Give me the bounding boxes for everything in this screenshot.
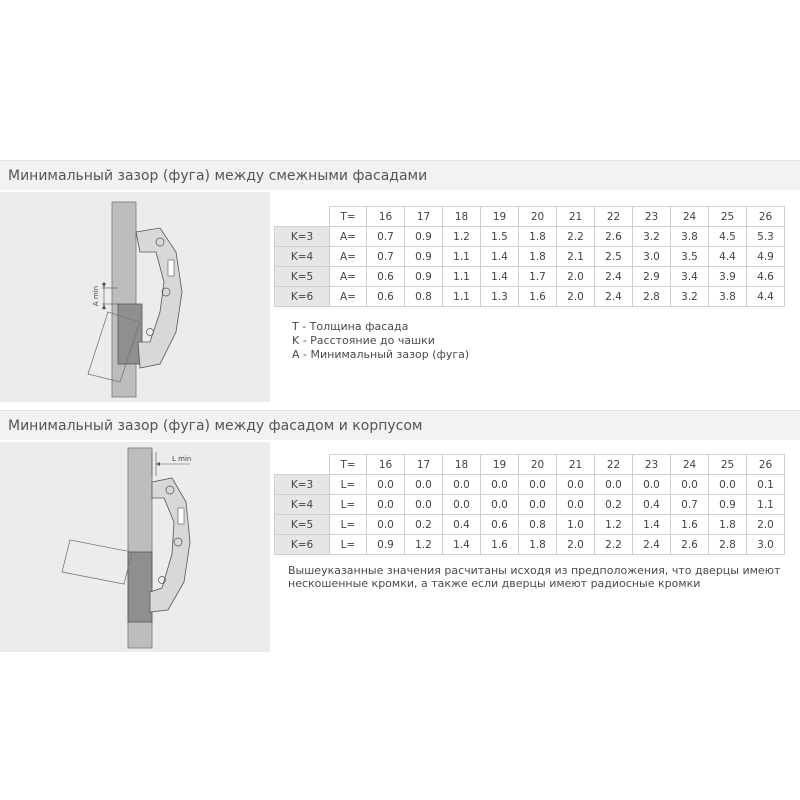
- k-label-cell: K=3: [275, 475, 330, 495]
- legend: [292, 320, 469, 362]
- value-cell: 2.9: [633, 267, 671, 287]
- value-cell: 1.4: [443, 535, 481, 555]
- value-cell: 0.9: [709, 495, 747, 515]
- k-label-cell: K=5: [275, 515, 330, 535]
- table-row: [275, 535, 785, 555]
- value-cell: 0.0: [671, 475, 709, 495]
- value-cell: 0.7: [671, 495, 709, 515]
- thickness-header-cell: 21: [557, 207, 595, 227]
- variable-label-cell: A=: [330, 227, 367, 247]
- hinge-illustration: [0, 192, 270, 402]
- value-cell: 3.8: [671, 227, 709, 247]
- k-label-cell: K=4: [275, 247, 330, 267]
- variable-label-cell: L=: [330, 475, 367, 495]
- thickness-header-cell: 20: [519, 455, 557, 475]
- value-cell: 0.0: [519, 495, 557, 515]
- value-cell: 1.6: [481, 535, 519, 555]
- thickness-header-cell: 17: [405, 455, 443, 475]
- value-cell: 1.1: [747, 495, 785, 515]
- section-body: [0, 192, 800, 402]
- value-cell: 4.5: [709, 227, 747, 247]
- value-cell: 0.0: [633, 475, 671, 495]
- variable-label-cell: A=: [330, 267, 367, 287]
- note-line: Вышеуказанные значения расчитаны исходя из предположения, что дверцы имеют: [288, 564, 781, 577]
- value-cell: 1.8: [709, 515, 747, 535]
- thickness-header-cell: 22: [595, 207, 633, 227]
- value-cell: 3.4: [671, 267, 709, 287]
- thickness-header-cell: 19: [481, 207, 519, 227]
- table-panel: [270, 192, 800, 402]
- table-row: [275, 515, 785, 535]
- value-cell: 2.4: [595, 267, 633, 287]
- value-cell: 3.2: [671, 287, 709, 307]
- value-cell: 4.4: [747, 287, 785, 307]
- variable-label-cell: L=: [330, 515, 367, 535]
- value-cell: 2.6: [595, 227, 633, 247]
- k-label-cell: K=6: [275, 535, 330, 555]
- value-cell: 1.8: [519, 227, 557, 247]
- value-cell: 4.6: [747, 267, 785, 287]
- variable-label-cell: A=: [330, 287, 367, 307]
- value-cell: 2.6: [671, 535, 709, 555]
- value-cell: 2.1: [557, 247, 595, 267]
- value-cell: 2.0: [557, 535, 595, 555]
- k-label-cell: K=4: [275, 495, 330, 515]
- value-cell: 0.0: [595, 475, 633, 495]
- value-cell: 2.2: [557, 227, 595, 247]
- legend-line-a: A - Минимальный зазор (фуга): [292, 348, 470, 361]
- variable-label-cell: L=: [330, 535, 367, 555]
- k-label-cell: K=5: [275, 267, 330, 287]
- thickness-header-cell: 17: [405, 207, 443, 227]
- value-cell: 3.5: [671, 247, 709, 267]
- thickness-header-cell: 26: [747, 207, 785, 227]
- value-cell: 1.5: [481, 227, 519, 247]
- value-cell: 1.2: [443, 227, 481, 247]
- dimension-label: A min: [92, 285, 100, 307]
- table-row: [275, 247, 785, 267]
- k-label-cell: K=6: [275, 287, 330, 307]
- value-cell: 0.2: [405, 515, 443, 535]
- blank-cell: [275, 207, 330, 227]
- note: [288, 564, 780, 590]
- value-cell: 0.0: [481, 495, 519, 515]
- table-row: [275, 287, 785, 307]
- thickness-header-cell: 16: [367, 455, 405, 475]
- gap-table-adjacent: [274, 206, 785, 307]
- value-cell: 0.8: [405, 287, 443, 307]
- value-cell: 3.2: [633, 227, 671, 247]
- thickness-header-cell: 20: [519, 207, 557, 227]
- legend-line-t: T - Толщина фасада: [292, 320, 409, 333]
- thickness-header-cell: 24: [671, 455, 709, 475]
- value-cell: 2.8: [709, 535, 747, 555]
- value-cell: 0.4: [633, 495, 671, 515]
- value-cell: 0.0: [557, 475, 595, 495]
- value-cell: 1.8: [519, 247, 557, 267]
- value-cell: 4.9: [747, 247, 785, 267]
- value-cell: 1.2: [405, 535, 443, 555]
- section-body: [0, 442, 800, 652]
- section-title: Минимальный зазор (фуга) между фасадом и корпусом: [0, 410, 800, 440]
- variable-label-cell: A=: [330, 247, 367, 267]
- value-cell: 1.0: [557, 515, 595, 535]
- value-cell: 0.4: [443, 515, 481, 535]
- value-cell: 0.9: [367, 535, 405, 555]
- thickness-label: T=: [330, 455, 367, 475]
- thickness-header-cell: 18: [443, 207, 481, 227]
- note-line: нескошенные кромки, а также если дверцы имеют радиосные кромки: [288, 577, 701, 590]
- header-row: [275, 455, 785, 475]
- value-cell: 1.6: [519, 287, 557, 307]
- thickness-header-cell: 18: [443, 455, 481, 475]
- value-cell: 0.9: [405, 267, 443, 287]
- variable-label-cell: L=: [330, 495, 367, 515]
- value-cell: 0.0: [367, 495, 405, 515]
- value-cell: 3.8: [709, 287, 747, 307]
- table-row: [275, 475, 785, 495]
- value-cell: 2.8: [633, 287, 671, 307]
- value-cell: 4.4: [709, 247, 747, 267]
- value-cell: 0.0: [557, 495, 595, 515]
- value-cell: 1.1: [443, 267, 481, 287]
- value-cell: 2.5: [595, 247, 633, 267]
- thickness-header-cell: 26: [747, 455, 785, 475]
- value-cell: 0.0: [519, 475, 557, 495]
- value-cell: 0.8: [519, 515, 557, 535]
- value-cell: 2.0: [747, 515, 785, 535]
- value-cell: 5.3: [747, 227, 785, 247]
- value-cell: 0.0: [443, 475, 481, 495]
- value-cell: 2.0: [557, 287, 595, 307]
- dimension-label: L min: [172, 455, 192, 463]
- thickness-header-cell: 19: [481, 455, 519, 475]
- table-panel: [270, 442, 800, 652]
- hinge-illustration: [0, 442, 270, 652]
- value-cell: 1.4: [481, 247, 519, 267]
- value-cell: 1.4: [481, 267, 519, 287]
- table-row: [275, 227, 785, 247]
- hinge-carcass-diagram: [0, 442, 270, 652]
- value-cell: 0.9: [405, 247, 443, 267]
- value-cell: 0.1: [747, 475, 785, 495]
- thickness-header-cell: 21: [557, 455, 595, 475]
- thickness-header-cell: 24: [671, 207, 709, 227]
- value-cell: 1.7: [519, 267, 557, 287]
- value-cell: 1.6: [671, 515, 709, 535]
- value-cell: 3.0: [747, 535, 785, 555]
- thickness-header-cell: 23: [633, 455, 671, 475]
- value-cell: 2.4: [595, 287, 633, 307]
- value-cell: 1.1: [443, 247, 481, 267]
- value-cell: 0.0: [405, 495, 443, 515]
- k-label-cell: K=3: [275, 227, 330, 247]
- value-cell: 0.7: [367, 247, 405, 267]
- value-cell: 0.0: [709, 475, 747, 495]
- thickness-header-cell: 25: [709, 207, 747, 227]
- thickness-header-cell: 22: [595, 455, 633, 475]
- gap-table-carcass: [274, 454, 785, 555]
- table-row: [275, 495, 785, 515]
- value-cell: 0.0: [367, 515, 405, 535]
- value-cell: 0.0: [405, 475, 443, 495]
- value-cell: 1.4: [633, 515, 671, 535]
- value-cell: 0.0: [443, 495, 481, 515]
- thickness-header-cell: 25: [709, 455, 747, 475]
- value-cell: 0.0: [481, 475, 519, 495]
- table-row: [275, 267, 785, 287]
- value-cell: 0.6: [367, 287, 405, 307]
- hinge-adjacent-diagram: [0, 192, 270, 402]
- value-cell: 0.2: [595, 495, 633, 515]
- value-cell: 0.9: [405, 227, 443, 247]
- value-cell: 0.0: [367, 475, 405, 495]
- value-cell: 2.4: [633, 535, 671, 555]
- value-cell: 1.1: [443, 287, 481, 307]
- value-cell: 0.7: [367, 227, 405, 247]
- blank-cell: [275, 455, 330, 475]
- value-cell: 0.6: [481, 515, 519, 535]
- value-cell: 1.3: [481, 287, 519, 307]
- thickness-header-cell: 16: [367, 207, 405, 227]
- header-row: [275, 207, 785, 227]
- value-cell: 0.6: [367, 267, 405, 287]
- section-title: Минимальный зазор (фуга) между смежными фасадами: [0, 160, 800, 190]
- thickness-label: T=: [330, 207, 367, 227]
- value-cell: 3.9: [709, 267, 747, 287]
- value-cell: 1.8: [519, 535, 557, 555]
- section-adjacent-fronts: [0, 160, 800, 400]
- value-cell: 1.2: [595, 515, 633, 535]
- section-front-carcass: [0, 410, 800, 650]
- legend-line-k: K - Расстояние до чашки: [292, 334, 435, 347]
- value-cell: 3.0: [633, 247, 671, 267]
- thickness-header-cell: 23: [633, 207, 671, 227]
- value-cell: 2.2: [595, 535, 633, 555]
- value-cell: 2.0: [557, 267, 595, 287]
